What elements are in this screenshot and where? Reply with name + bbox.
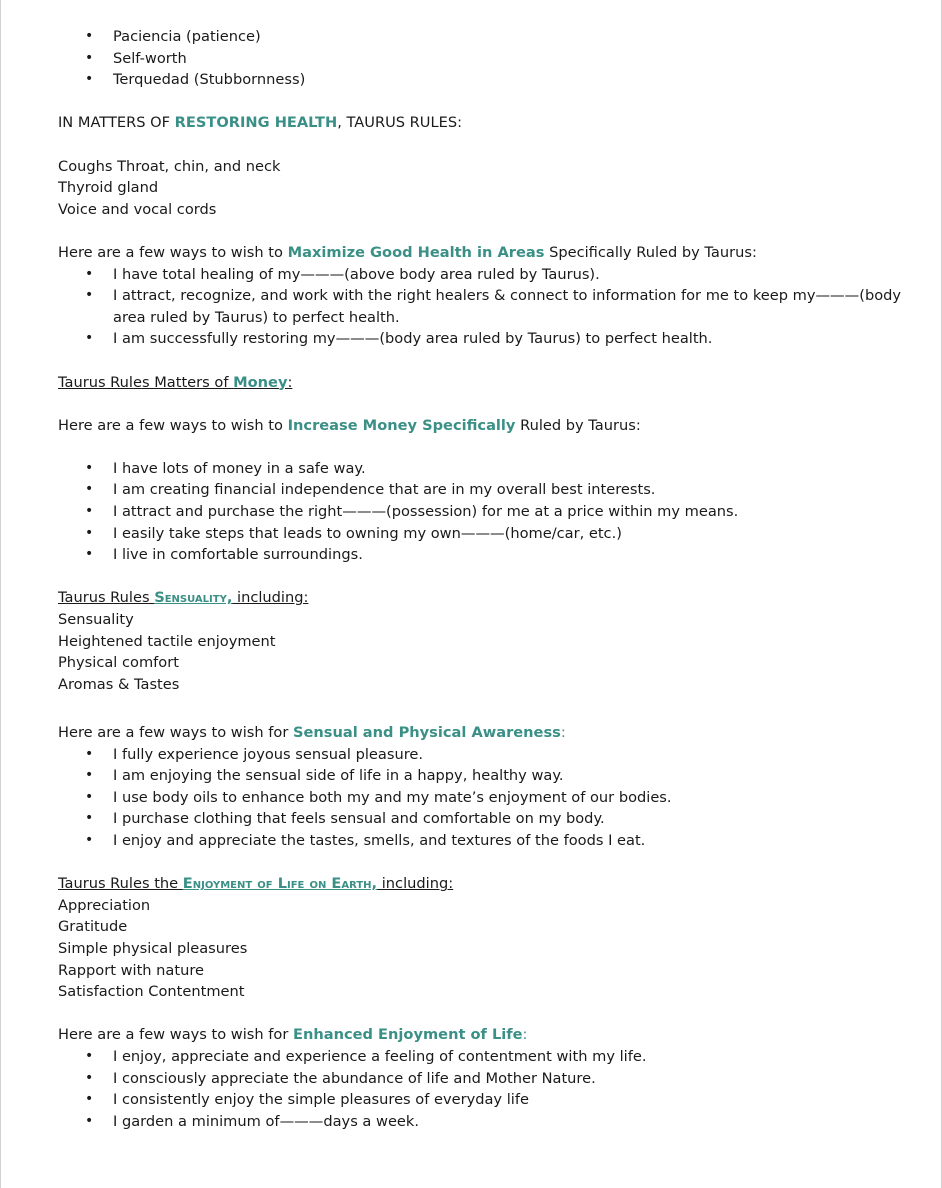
enjoyment-item: Appreciation <box>58 896 151 914</box>
health-item: Coughs Throat, chin, and neck <box>58 157 281 175</box>
sensuality-ways-intro: Here are a few ways to wish for Sensual and Physical Awareness: <box>58 724 566 741</box>
list-item: • I enjoy and appreciate the tastes, smells, and textures of the foods I eat. <box>58 830 928 852</box>
health-heading: IN MATTERS OF RESTORING HEALTH, TAURUS RULES: <box>58 114 463 132</box>
list-item: • I use body oils to enhance both my and my mate’s enjoyment of our bodies. <box>58 787 928 809</box>
enjoyment-item: Gratitude <box>58 918 128 936</box>
traits-list <box>58 26 928 91</box>
list-item: • Terquedad (Stubbornness) <box>58 69 928 91</box>
list-item: • I have lots of money in a safe way. <box>58 458 928 480</box>
list-item: • I consistently enjoy the simple pleasures of everyday life <box>58 1089 928 1111</box>
list-item: • Paciencia (patience) <box>58 26 928 48</box>
health-wishes-list <box>58 264 928 350</box>
list-item: • I am enjoying the sensual side of life in a happy, healthy way. <box>58 765 928 787</box>
list-item: • I attract and purchase the right———(possession) for me at a price within my means. <box>58 501 928 523</box>
money-wishes-list <box>58 458 928 566</box>
sensuality-item: Aromas & Tastes <box>58 675 180 693</box>
list-item: • I fully experience joyous sensual pleasure. <box>58 744 928 766</box>
list-item: • I attract, recognize, and work with the right healers & connect to information for me to keep my———(body area ruled by Taurus) to perfect health. <box>58 285 928 328</box>
list-item: • I purchase clothing that feels sensual and comfortable on my body. <box>58 808 928 830</box>
health-item: Voice and vocal cords <box>58 200 217 218</box>
enjoyment-ways-intro: Here are a few ways to wish for Enhanced Enjoyment of Life: <box>58 1026 528 1044</box>
list-item: • I am creating financial independence that are in my overall best interests. <box>58 479 928 501</box>
list-item: • I am successfully restoring my———(body area ruled by Taurus) to perfect health. <box>58 328 928 350</box>
list-item: • I live in comfortable surroundings. <box>58 544 928 566</box>
enjoyment-item: Rapport with nature <box>58 961 205 979</box>
list-item: • I enjoy, appreciate and experience a feeling of contentment with my life. <box>58 1046 928 1068</box>
sensuality-item: Physical comfort <box>58 654 179 672</box>
enjoyment-item: Simple physical pleasures <box>58 939 248 957</box>
enjoyment-wishes-list <box>58 1046 928 1132</box>
money-ways-intro: Here are a few ways to wish to Increase Money Specifically Ruled by Taurus: <box>58 416 641 434</box>
health-ways-intro: Here are a few ways to wish to Maximize Good Health in Areas Specifically Ruled by Taurus: <box>58 243 757 261</box>
sensuality-heading: Taurus Rules Sensuality, including: <box>58 589 309 607</box>
list-item: • I easily take steps that leads to owning my own———(home/car, etc.) <box>58 523 928 545</box>
list-item: • I consciously appreciate the abundance of life and Mother Nature. <box>58 1068 928 1090</box>
list-item: • I have total healing of my———(above body area ruled by Taurus). <box>58 264 928 286</box>
enjoyment-item: Satisfaction Contentment <box>58 983 245 1001</box>
health-item: Thyroid gland <box>58 179 159 197</box>
list-item: • I garden a minimum of———days a week. <box>58 1111 928 1133</box>
sensuality-wishes-list <box>58 744 928 852</box>
enjoyment-heading: Taurus Rules the Enjoyment of Life on Earth, including: <box>58 875 454 893</box>
money-heading: Taurus Rules Matters of Money: <box>58 373 293 391</box>
list-item: • Self-worth <box>58 48 928 70</box>
document-page <box>1 0 928 1132</box>
sensuality-item: Heightened tactile enjoyment <box>58 632 276 650</box>
sensuality-item: Sensuality <box>58 611 134 629</box>
